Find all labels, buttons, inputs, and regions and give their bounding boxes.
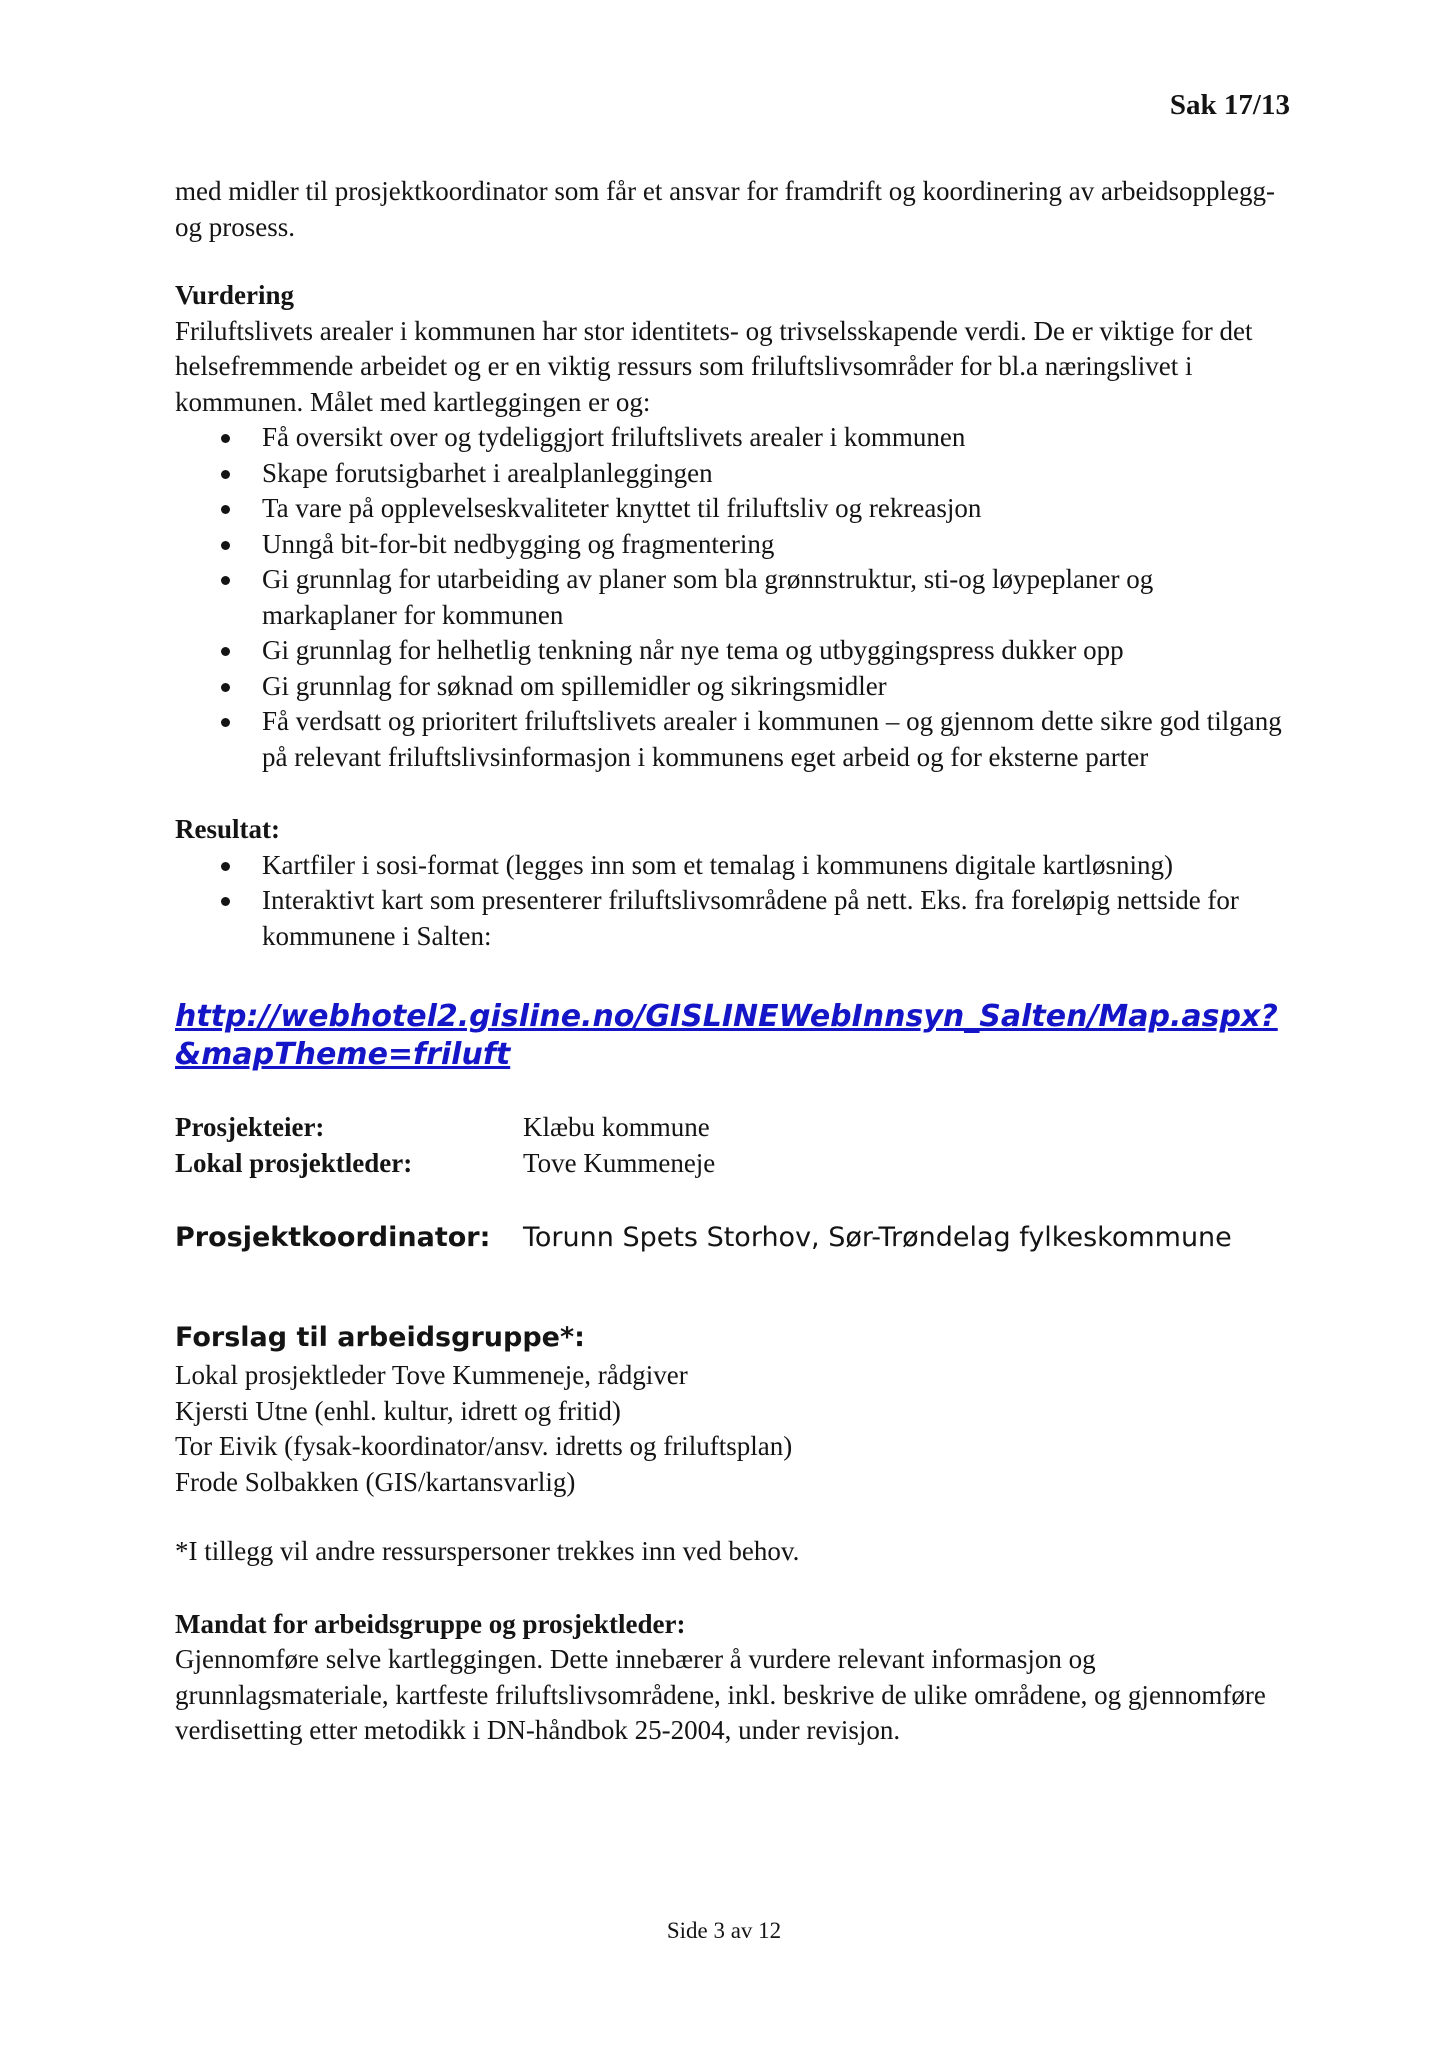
list-item: Få verdsatt og prioritert friluftslivets arealer i kommunen – og gjennom dette sikre god tilgang på relevant friluftslivsinformasjon i kommunens eget arbeid og for eksterne parter xyxy=(175,704,1285,775)
bullet-icon xyxy=(221,470,230,479)
project-owner-value: Klæbu kommune xyxy=(523,1112,710,1142)
list-item: Gi grunnlag for helhetlig tenkning når nye tema og utbyggingspress dukker opp xyxy=(175,633,1285,669)
arbeidsgruppe-heading: Forslag til arbeidsgruppe*: xyxy=(175,1322,585,1353)
vurdering-heading: Vurdering xyxy=(175,280,295,310)
arbeidsgruppe-member: Lokal prosjektleder Tove Kummeneje, rådgiver xyxy=(175,1360,688,1390)
list-item: Skape forutsigbarhet i arealplanleggingen xyxy=(175,456,1285,492)
vurdering-paragraph: Friluftslivets arealer i kommunen har stor identitets- og trivselsskapende verdi. De er viktige for det helsefremmende arbeidet og er en viktig ressurs som friluftslivsområder for bl.a næringslivet i kommunen. Målet med kartleggingen er og: xyxy=(175,315,1253,417)
project-coordinator-value: Torunn Spets Storhov, Sør-Trøndelag fylkeskommune xyxy=(523,1222,1232,1253)
bullet-icon xyxy=(221,541,230,550)
bullet-icon xyxy=(221,862,230,871)
list-item: Interaktivt kart som presenterer friluftslivsområdene på nett. Eks. fra foreløpig nettside for kommunene i Salten: xyxy=(175,883,1285,954)
intro-paragraph: med midler til prosjektkoordinator som får et ansvar for framdrift og koordinering av arbeidsopplegg- og prosess. xyxy=(175,176,1275,242)
list-item: Få oversikt over og tydeliggjort friluftslivets arealer i kommunen xyxy=(175,420,1285,456)
project-coordinator-label: Prosjektkoordinator: xyxy=(175,1222,491,1253)
page-number: Side 3 av 12 xyxy=(666,1918,782,1943)
project-leader-value: Tove Kummeneje xyxy=(523,1147,716,1178)
bullet-icon xyxy=(221,683,230,692)
map-link[interactable]: http://webhotel2.gisline.no/GISLINEWebInnsyn_Salten/Map.aspx?&mapTheme=friluft xyxy=(175,999,1278,1072)
list-item: Kartfiler i sosi-format (legges inn som et temalag i kommunens digitale kartløsning) xyxy=(175,848,1285,884)
list-item: Gi grunnlag for utarbeiding av planer som bla grønnstruktur, sti-og løypeplaner og markaplaner for kommunen xyxy=(175,562,1285,633)
project-owner-label: Prosjekteier: xyxy=(175,1112,325,1142)
bullet-icon xyxy=(221,505,230,514)
project-owner-row xyxy=(175,1110,1285,1146)
project-leader-row xyxy=(175,1146,1285,1182)
project-coordinator-row xyxy=(175,1218,1285,1258)
resultat-heading: Resultat: xyxy=(175,814,280,844)
arbeidsgruppe-member: Kjersti Utne (enhl. kultur, idrett og fritid) xyxy=(175,1395,621,1426)
list-item: Unngå bit-for-bit nedbygging og fragmentering xyxy=(175,527,1285,563)
bullet-icon xyxy=(221,897,230,906)
bullet-icon xyxy=(221,718,230,727)
bullet-icon xyxy=(221,434,230,443)
vurdering-bullet-list xyxy=(175,420,1285,775)
arbeidsgruppe-note: *I tillegg vil andre ressurspersoner trekkes inn ved behov. xyxy=(175,1536,800,1566)
bullet-icon xyxy=(221,576,230,585)
bullet-icon xyxy=(221,647,230,656)
arbeidsgruppe-member: Frode Solbakken (GIS/kartansvarlig) xyxy=(175,1466,576,1497)
list-item: Ta vare på opplevelseskvaliteter knyttet til friluftsliv og rekreasjon xyxy=(175,491,1285,527)
mandat-heading: Mandat for arbeidsgruppe og prosjektleder: xyxy=(175,1608,686,1639)
resultat-bullet-list xyxy=(175,848,1285,955)
list-item: Gi grunnlag for søknad om spillemidler og sikringsmidler xyxy=(175,669,1285,705)
arbeidsgruppe-member: Tor Eivik (fysak-koordinator/ansv. idretts og friluftsplan) xyxy=(175,1431,793,1461)
page-content xyxy=(175,174,1285,1749)
mandat-paragraph: Gjennomføre selve kartleggingen. Dette innebærer å vurdere relevant informasjon og grunnlagsmateriale, kartfeste friluftslivsområdene, inkl. beskrive de ulike områdene, og gjennomføre verdisetting etter metodikk i DN-håndbok 25-2004, under revisjon. xyxy=(175,1644,1266,1745)
project-leader-label: Lokal prosjektleder: xyxy=(175,1147,413,1178)
case-reference: Sak 17/13 xyxy=(1169,89,1290,121)
